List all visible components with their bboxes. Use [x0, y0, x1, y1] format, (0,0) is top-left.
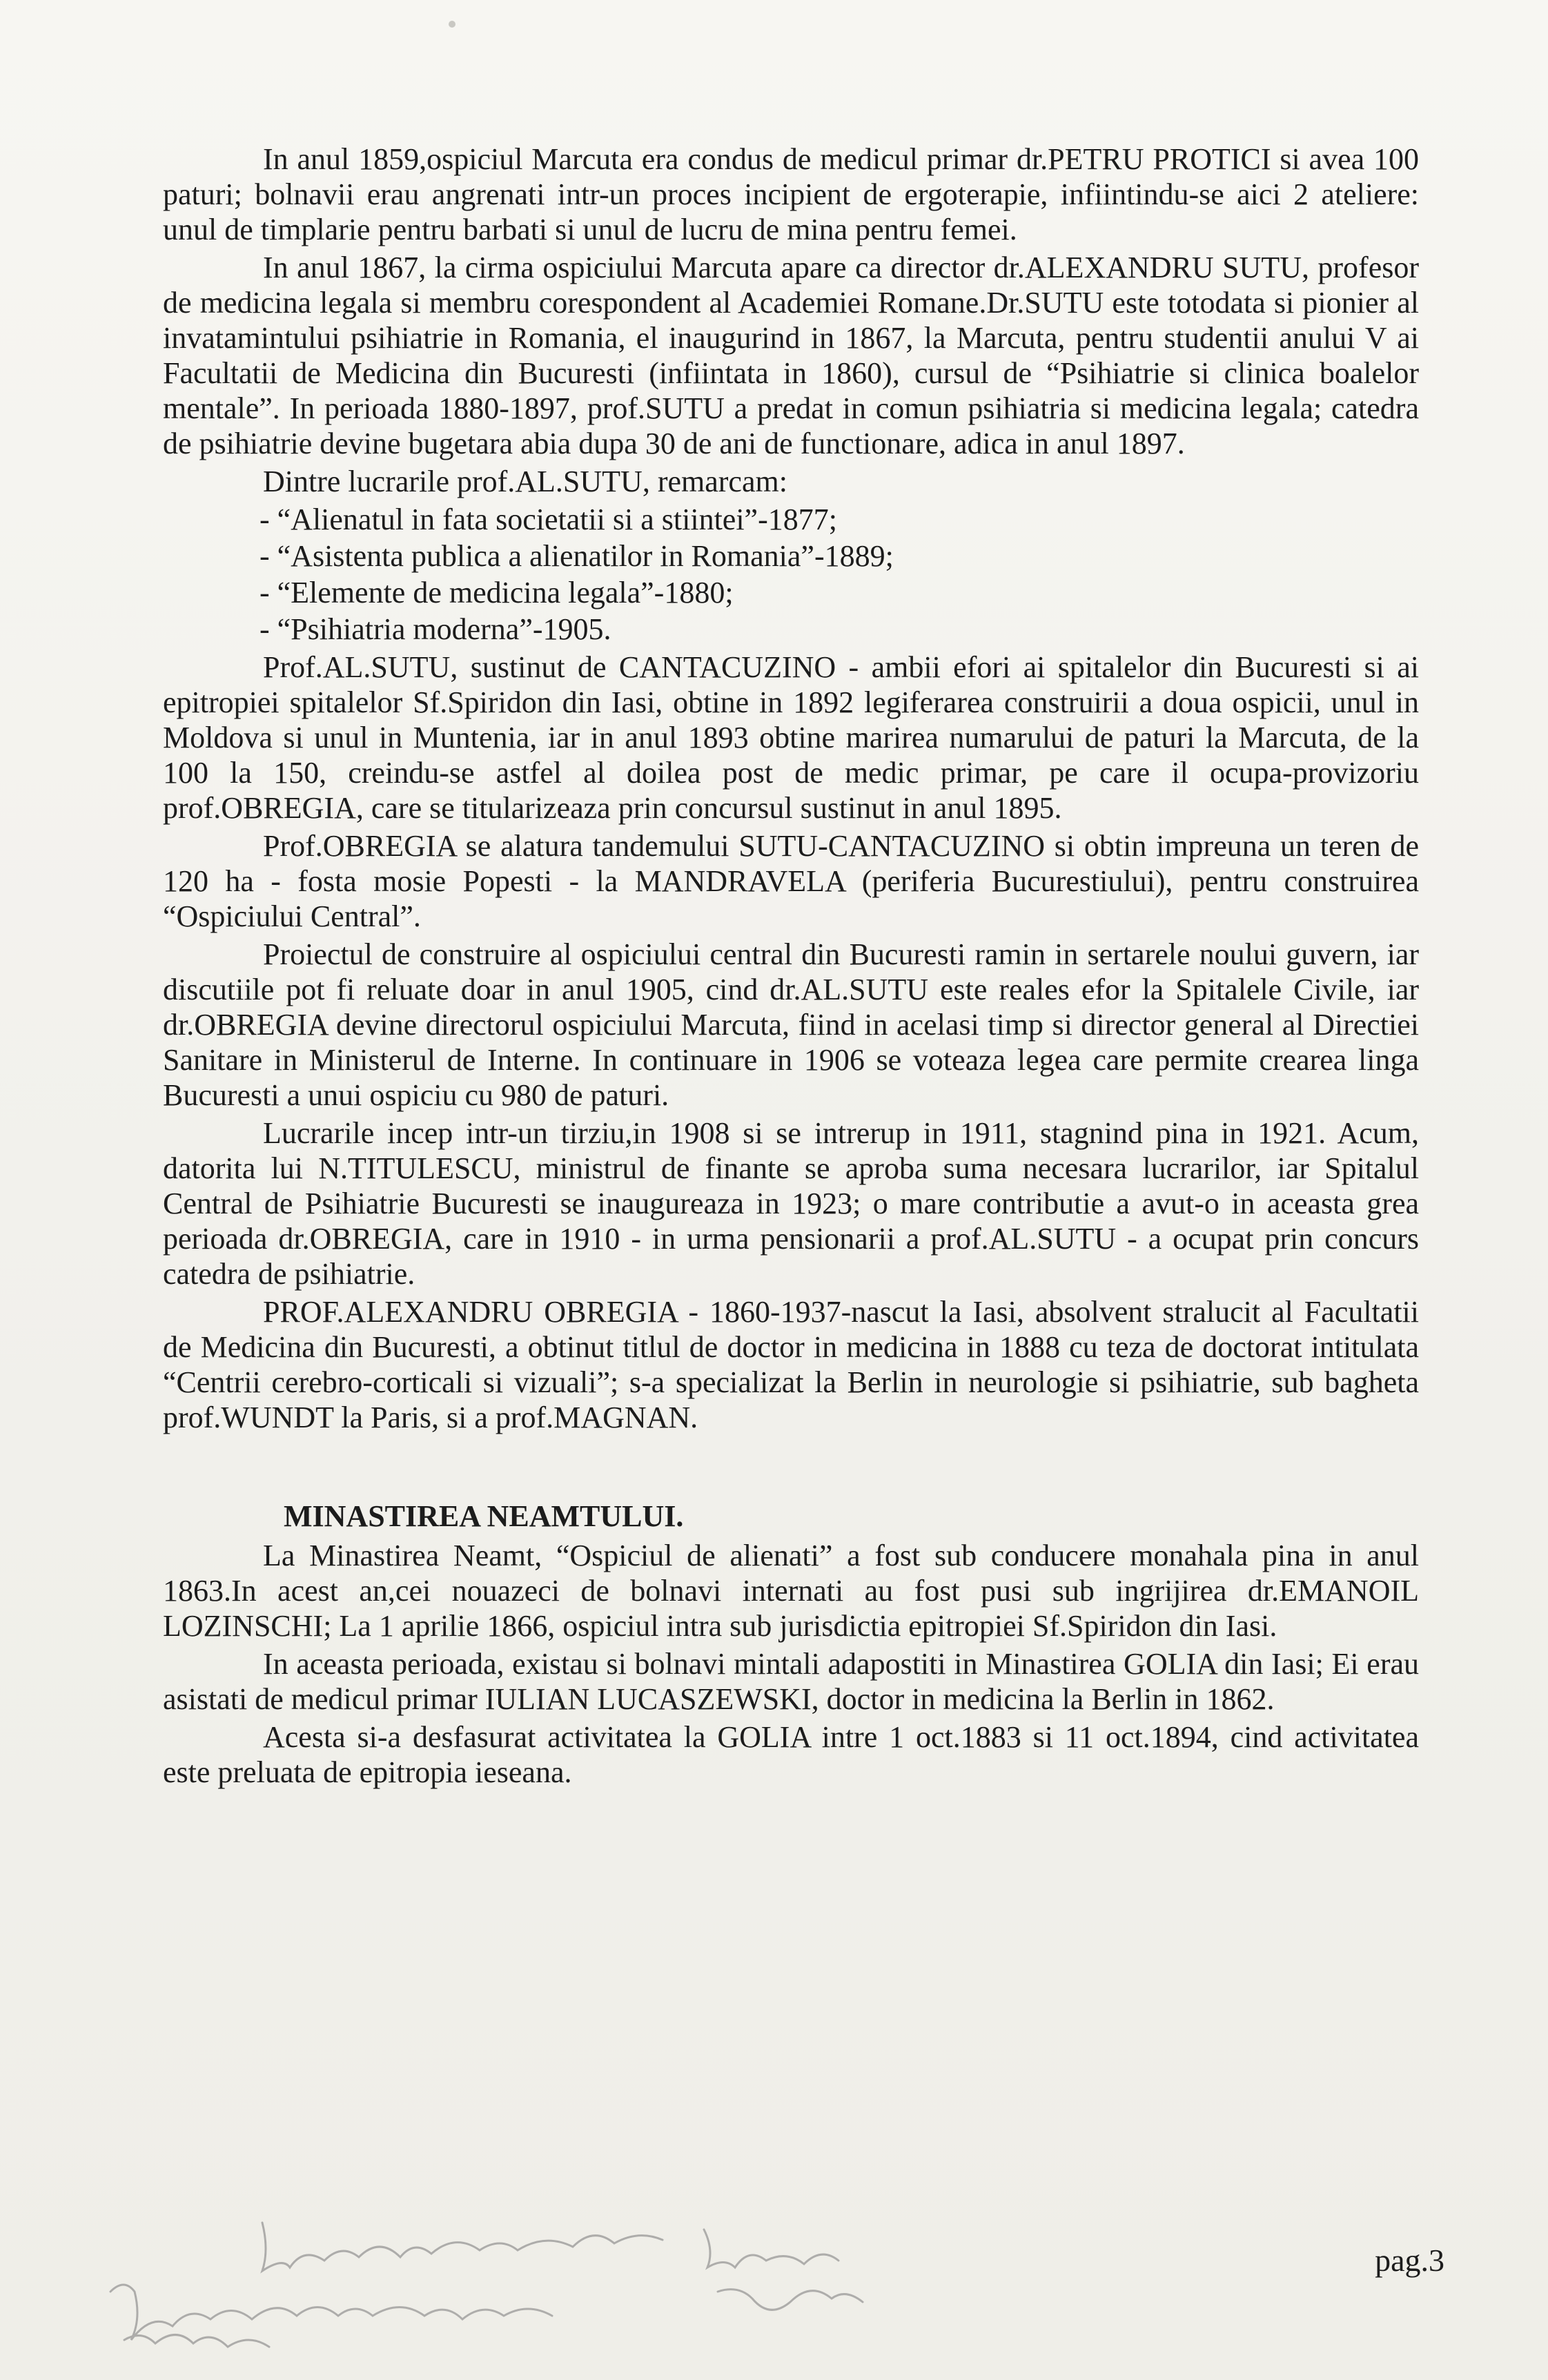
paragraph-8: PROF.ALEXANDRU OBREGIA - 1860-1937-nascut la Iasi, absolvent stralucit al Facultatii de Medicina din Bucuresti, a obtinut titlul de doctor in medicina in 1888 cu teza de doctorat intitulata “Centrii cerebro-corticali si vizuali”; s-a specializat la Berlin in neurologie si psihiatrie, sub bagheta prof.WUNDT la Paris, si a prof.MAGNAN. — [163, 1295, 1419, 1434]
list-item: - “Psihiatria moderna”-1905. — [259, 612, 611, 646]
works-list — [163, 502, 1419, 647]
paragraph-3: Dintre lucrarile prof.AL.SUTU, remarcam: — [263, 465, 787, 498]
body-text — [163, 142, 1419, 1793]
list-item: - “Alienatul in fata societatii si a stiintei”-1877; — [259, 503, 837, 536]
list-item: - “Elemente de medicina legala”-1880; — [259, 576, 734, 609]
scan-speck — [449, 21, 455, 28]
paragraph-9: La Minastirea Neamt, “Ospiciul de alienati” a fost sub conducere monahala pina in anul 1863.In acest an,cei nouazeci de bolnavi internati au fost pusi sub ingrijirea dr.EMANOIL LOZINSCHI; La 1 aprilie 1866, ospiciul intra sub jurisdictia epitropiei Sf.Spiridon din Iasi. — [163, 1539, 1419, 1643]
paragraph-10: In aceasta perioada, existau si bolnavi mintali adapostiti in Minastirea GOLIA din Iasi; Ei erau asistati de medicul primar IULIAN LUCASZEWSKI, doctor in medicina la Berlin in 1862. — [163, 1647, 1419, 1716]
paragraph-2: In anul 1867, la cirma ospiciului Marcuta apare ca director dr.ALEXANDRU SUTU, profesor de medicina legala si membru corespondent al Academiei Romane.Dr.SUTU este totodata si pionier al invatamintului psihiatrie in Romania, el inaugurind in 1867, la Marcuta, pentru studentii anului V ai Facultatii de Medicina din Bucuresti (infiintata in 1860), cursul de “Psihiatrie si clinica boalelor mentale”. In perioada 1880-1897, prof.SUTU a predat in comun psihiatria si medicina legala; catedra de psihiatrie devine bugetara abia dupa 30 de ani de functionare, adica in anul 1897. — [163, 251, 1419, 460]
paragraph-5: Prof.OBREGIA se alatura tandemului SUTU-CANTACUZINO si obtin impreuna un teren de 120 ha - fosta mosie Popesti - la MANDRAVELA (periferia Bucurestiului), pentru construirea “Ospiciului Central”. — [163, 829, 1419, 933]
paragraph-7: Lucrarile incep intr-un tirziu,in 1908 si se intrerup in 1911, stagnind pina in 1921. Acum, datorita lui N.TITULESCU, ministrul de finante se aproba suma necesara lucrarilor, iar Spitalul Central de Psihiatrie Bucuresti se inaugureaza in 1923; o mare contributie a avut-o in aceasta grea perioada dr.OBREGIA, care in 1910 - in urma pensionarii a prof.AL.SUTU - a ocupat prin concurs catedra de psihiatrie. — [163, 1116, 1419, 1291]
page-number: pag.3 — [1375, 2243, 1444, 2278]
paragraph-6: Proiectul de construire al ospiciului central din Bucuresti ramin in sertarele noului guvern, iar discutiile pot fi reluate doar in anul 1905, cind dr.AL.SUTU este reales efor la Spitalele Civile, iar dr.OBREGIA devine directorul ospiciului Marcuta, fiind in acelasi timp si director general al Directiei Sanitare in Ministerul de Interne. In continuare in 1906 se voteaza legea care permite crearea linga Bucuresti a unui ospiciu cu 980 de paturi. — [163, 937, 1419, 1112]
handwritten-notes — [97, 2209, 1339, 2368]
paragraph-4: Prof.AL.SUTU, sustinut de CANTACUZINO - ambii efori ai spitalelor din Bucuresti si ai epitropiei spitalelor Sf.Spiridon din Iasi, obtine in 1892 legiferarea construirii a doua ospicii, unul in Moldova si unul in Muntenia, iar in anul 1893 obtine marirea numarului de paturi la Marcuta, de la 100 la 150, creindu-se astfel al doilea post de medic primar, pe care il ocupa-provizoriu prof.OBREGIA, care se titularizeaza prin concursul sustinut in anul 1895. — [163, 650, 1419, 825]
paragraph-1: In anul 1859,ospiciul Marcuta era condus de medicul primar dr.PETRU PROTICI si avea 100 paturi; bolnavii erau angrenati intr-un proces incipient de ergoterapie, infiintindu-se aici 2 ateliere: unul de timplarie pentru barbati si unul de lucru de mina pentru femei. — [163, 142, 1419, 246]
list-item: - “Asistenta publica a alienatilor in Romania”-1889; — [259, 539, 894, 573]
paragraph-11: Acesta si-a desfasurat activitatea la GOLIA intre 1 oct.1883 si 11 oct.1894, cind activitatea este preluata de epitropia ieseana. — [163, 1720, 1419, 1789]
section-heading: MINASTIREA NEAMTULUI. — [284, 1499, 684, 1533]
